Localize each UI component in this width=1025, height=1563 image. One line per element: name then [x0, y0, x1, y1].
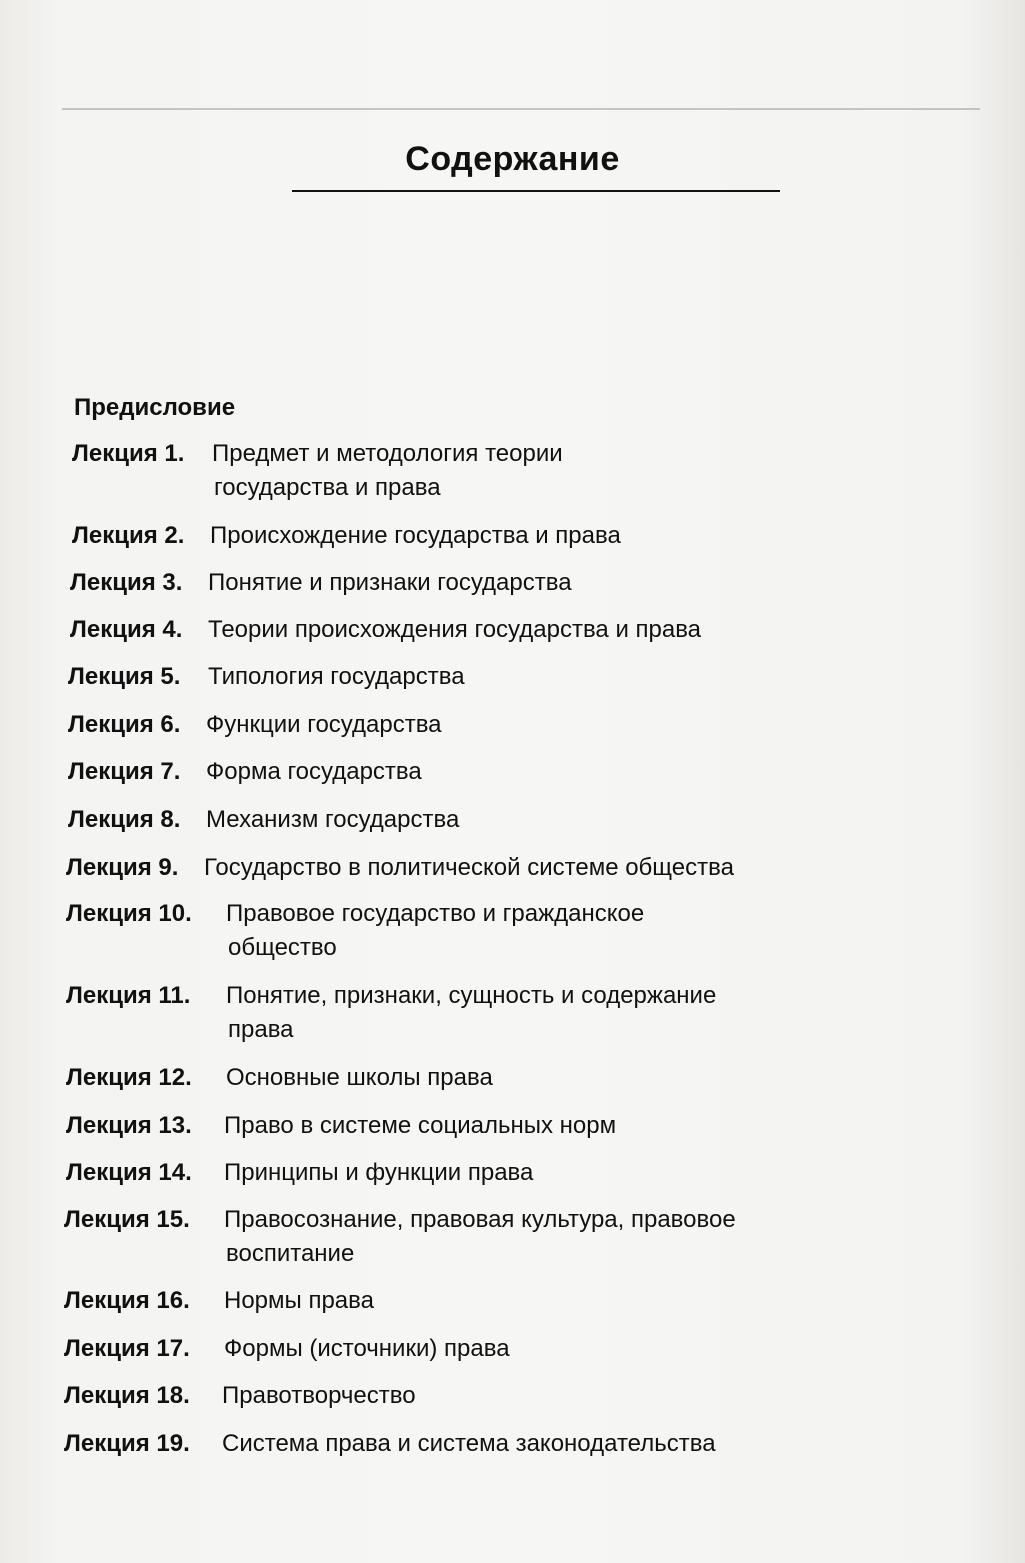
toc-lecture-label: Лекция 12.: [66, 1064, 192, 1091]
toc-lecture-label: Лекция 11.: [66, 982, 191, 1009]
toc-lecture-label: Лекция 4.: [70, 616, 183, 643]
toc-entry-title: Право в системе социальных норм: [224, 1112, 617, 1139]
toc-lecture-label: Лекция 10.: [66, 900, 192, 927]
page-title: Содержание: [405, 140, 620, 178]
toc-entry-title: Формы (источники) права: [224, 1335, 510, 1362]
toc-lecture-label: Лекция 9.: [66, 854, 179, 881]
header-rule: [62, 108, 980, 110]
toc-lecture-label: Лекция 3.: [70, 569, 183, 596]
toc-lecture-label: Лекция 17.: [64, 1335, 190, 1362]
title-underline: [292, 190, 780, 192]
toc-entry-title: Правотворчество: [222, 1382, 416, 1409]
toc-entry-title: Типология государства: [208, 663, 465, 690]
toc-entry-title: общество: [228, 934, 337, 961]
toc-entry-title: Понятие, признаки, сущность и содержание: [226, 982, 717, 1009]
toc-lecture-label: Лекция 18.: [64, 1382, 190, 1409]
toc-lecture-label: Предисловие: [74, 394, 236, 421]
toc-entry-title: Теории происхождения государства и права: [208, 616, 702, 643]
toc-lecture-label: Лекция 16.: [64, 1287, 190, 1314]
toc-lecture-label: Лекция 2.: [72, 522, 185, 549]
toc-entry-title: Принципы и функции права: [224, 1159, 534, 1186]
toc-lecture-label: Лекция 8.: [68, 806, 181, 833]
toc-entry-title: Система права и система законодательства: [222, 1430, 716, 1457]
toc-entry-title: Механизм государства: [206, 806, 460, 833]
toc-entry-title: Правовое государство и гражданское: [226, 900, 645, 927]
toc-entry-title: Предмет и методология теории: [212, 440, 563, 467]
toc-lecture-label: Лекция 13.: [66, 1112, 192, 1139]
toc-lecture-label: Лекция 14.: [66, 1159, 192, 1186]
toc-entry-title: Правосознание, правовая культура, правовое: [224, 1206, 736, 1233]
toc-entry-title: Функции государства: [206, 711, 442, 738]
toc-entry-title: Основные школы права: [226, 1064, 493, 1091]
toc-lecture-label: Лекция 6.: [68, 711, 181, 738]
toc-lecture-label: Лекция 19.: [64, 1430, 190, 1457]
toc-entry-title: Государство в политической системе общества: [204, 854, 734, 881]
toc-entry-title: воспитание: [226, 1240, 355, 1267]
toc-lecture-label: Лекция 5.: [68, 663, 181, 690]
toc-entry-title: Понятие и признаки государства: [208, 569, 572, 596]
toc-lecture-label: Лекция 15.: [64, 1206, 190, 1233]
toc-entry-title: Нормы права: [224, 1287, 374, 1314]
toc-lecture-label: Лекция 7.: [68, 758, 181, 785]
toc-entry-title: Форма государства: [206, 758, 422, 785]
toc-entry-title: государства и права: [214, 474, 441, 501]
toc-entry-title: права: [228, 1016, 294, 1043]
toc-entry-title: Происхождение государства и права: [210, 522, 621, 549]
toc-lecture-label: Лекция 1.: [72, 440, 185, 467]
